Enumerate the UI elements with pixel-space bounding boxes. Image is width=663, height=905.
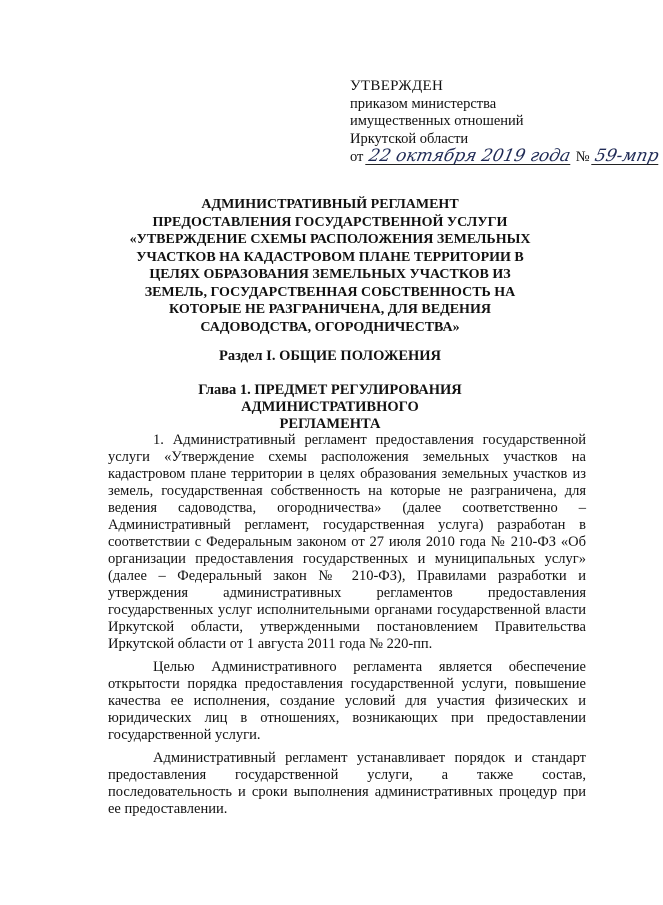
chapter-heading bbox=[130, 382, 530, 433]
paragraph-1: 1. Административный регламент предоставления государственной услуги «Утверждение схемы расположения земельных участков на кадастровом плане территории в целях образования земельных участков из земель, государственная собственность на которые не разграничена, для ведения садоводства, огородничества» (далее соответственно – Административный регламент, государственная услуга) разработан в соответствии с Федеральным законом от 27 июля 2010 года № 210-ФЗ «Об организации предоставления государственных и муниципальных услуг» (далее – Федеральный закон № 210-ФЗ), Правилами разработки и утверждения административных регламентов предоставления государственных услуг исполнительными органами государственной власти Иркутской области, утвержденными постановлением Правительства Иркутской области от 1 августа 2011 года № 220-пп. bbox=[108, 432, 586, 652]
title-line: АДМИНИСТРАТИВНЫЙ РЕГЛАМЕНТ bbox=[201, 197, 459, 212]
number-prefix: № bbox=[575, 149, 590, 165]
approved-heading: УТВЕРЖДЕН bbox=[350, 78, 444, 94]
document-title bbox=[120, 196, 540, 336]
paragraph-3: Административный регламент устанавливает порядок и стандарт предоставления государственной услуги, а также состав, последовательность и сроки выполнения административных процедур при ее предоставлении. bbox=[108, 750, 586, 817]
title-line: «УТВЕРЖДЕНИЕ СХЕМЫ РАСПОЛОЖЕНИЯ ЗЕМЕЛЬНЫХ bbox=[129, 232, 531, 247]
approval-line-ministry: имущественных отношений bbox=[350, 113, 524, 129]
title-line: САДОВОДСТВА, ОГОРОДНИЧЕСТВА» bbox=[200, 319, 460, 335]
handwritten-number: 59-мпр bbox=[593, 146, 661, 166]
chapter-line: РЕГЛАМЕНТА bbox=[279, 416, 381, 432]
approval-date-number-line bbox=[350, 146, 661, 167]
title-line: КОТОРЫЕ НЕ РАЗГРАНИЧЕНА, ДЛЯ ВЕДЕНИЯ bbox=[169, 302, 491, 317]
section-heading: Раздел I. ОБЩИЕ ПОЛОЖЕНИЯ bbox=[218, 348, 442, 364]
title-line: ЦЕЛЯХ ОБРАЗОВАНИЯ ЗЕМЕЛЬНЫХ УЧАСТКОВ ИЗ bbox=[149, 267, 511, 282]
approval-line-region: Иркутской области bbox=[350, 130, 469, 147]
approval-line-order: приказом министерства bbox=[350, 95, 497, 112]
from-prefix: от bbox=[350, 149, 364, 165]
title-line: ЗЕМЕЛЬ, ГОСУДАРСТВЕННАЯ СОБСТВЕННОСТЬ НА bbox=[144, 284, 516, 300]
document-body bbox=[108, 432, 586, 824]
paragraph-2: Целью Административного регламента является обеспечение открытости порядка предоставления государственной услуги, повышение качества ее исполнения, создание условий для участия физических и юридических лиц в отношениях, возникающих при предоставлении государственной услуги. bbox=[108, 659, 586, 743]
chapter-line: Глава 1. ПРЕДМЕТ РЕГУЛИРОВАНИЯ АДМИНИСТРАТИВНОГО bbox=[198, 382, 462, 415]
handwritten-date: 22 октября 2019 года bbox=[367, 146, 573, 166]
title-line: УЧАСТКОВ НА КАДАСТРОВОМ ПЛАНЕ ТЕРРИТОРИИ В bbox=[136, 249, 524, 265]
title-line: ПРЕДОСТАВЛЕНИЯ ГОСУДАРСТВЕННОЙ УСЛУГИ bbox=[152, 214, 508, 230]
approval-stamp-block bbox=[350, 78, 661, 167]
